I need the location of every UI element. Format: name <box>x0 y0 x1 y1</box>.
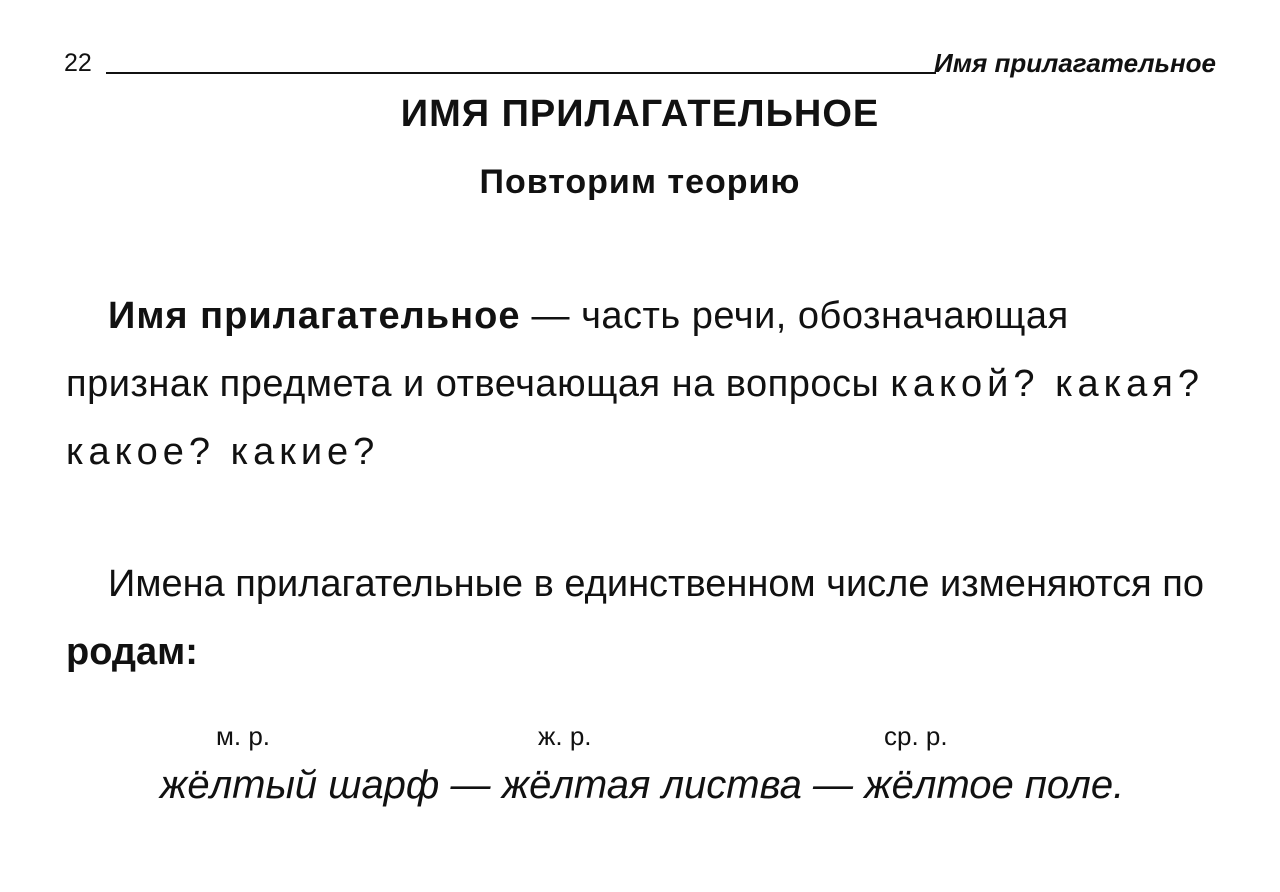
page-subtitle: Повторим теорию <box>479 163 801 201</box>
label-neuter: ср. р. <box>884 721 948 751</box>
definition-term: Имя прилагательное <box>108 295 521 337</box>
definition-paragraph <box>66 282 1216 486</box>
gender-rule-paragraph <box>66 550 1216 686</box>
page-title: ИМЯ ПРИЛАГАТЕЛЬНОЕ <box>400 93 880 135</box>
gender-rule-end: : <box>185 631 198 673</box>
gender-rule-text: Имена прилагательные в единственном числе изменяются по <box>108 563 1204 605</box>
running-title: Имя прилагательное <box>934 48 1216 78</box>
gender-rule-bold: родам <box>66 631 186 673</box>
header-rule <box>106 72 936 74</box>
running-header <box>64 46 1216 80</box>
example-phrase: жёлтый шарф — жёлтая листва — жёлтое поле. <box>159 763 1125 807</box>
page-number: 22 <box>64 49 92 77</box>
definition-questions: какой? какая? какое? какие? <box>66 363 1204 473</box>
definition-text: — часть речи, обозначающая признак предмета и отвечающая на вопросы <box>66 295 1069 405</box>
label-masculine: м. р. <box>216 721 271 751</box>
gender-labels <box>0 718 1280 754</box>
label-feminine: ж. р. <box>538 721 592 751</box>
